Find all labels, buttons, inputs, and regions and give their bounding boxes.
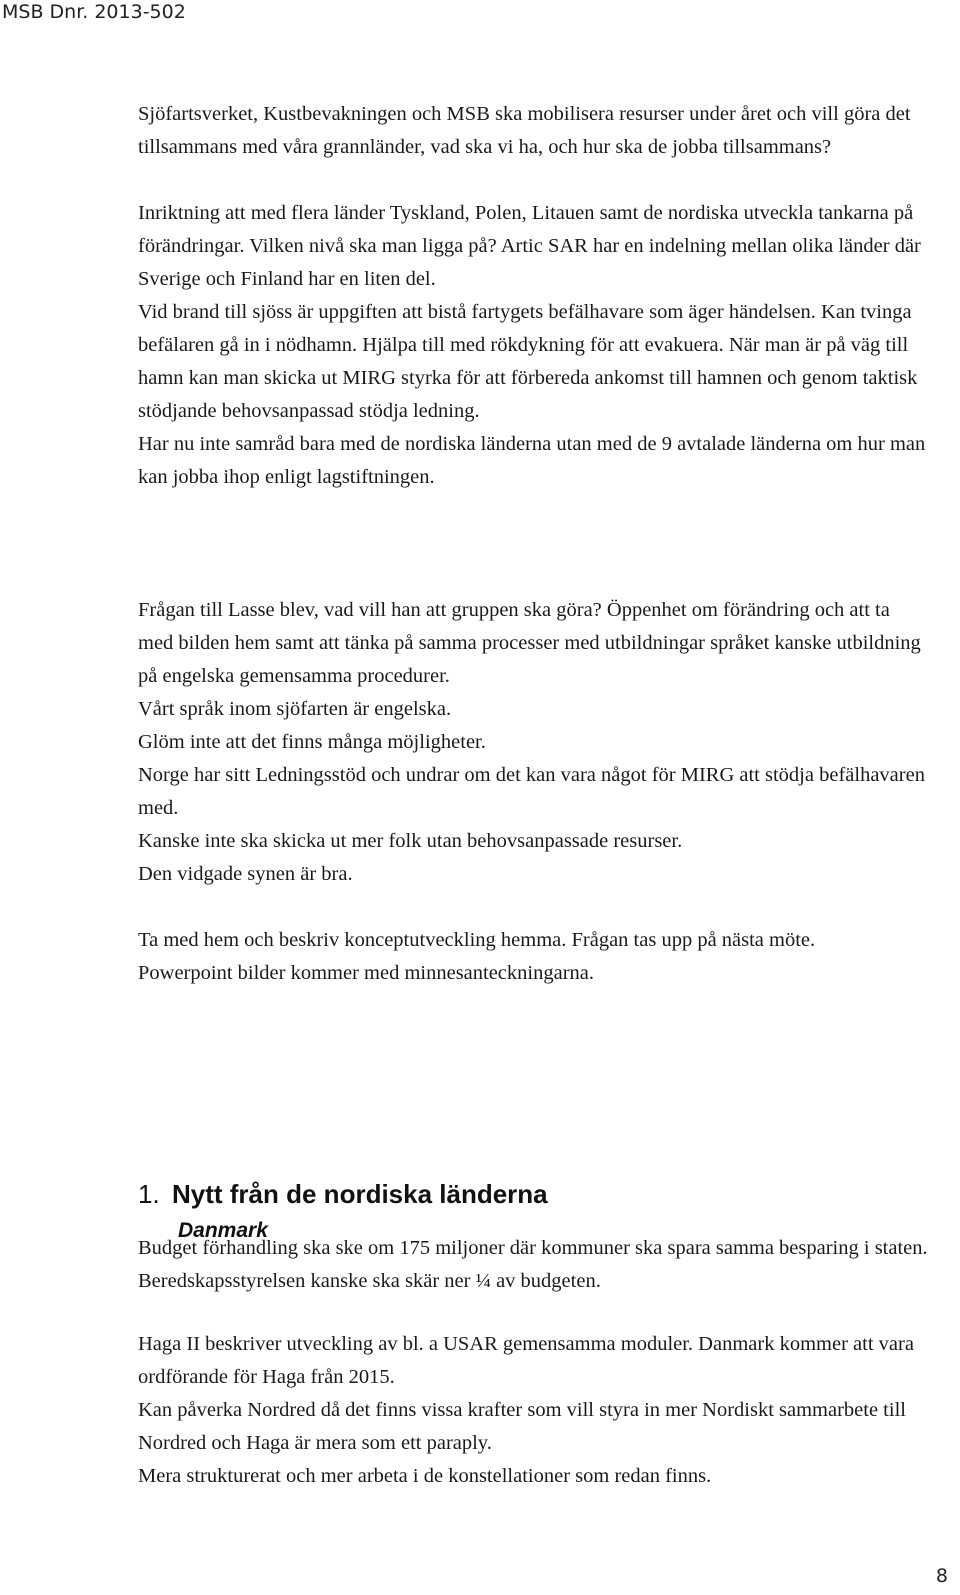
- paragraph: Glöm inte att det finns många möjligheter.: [138, 731, 486, 753]
- text-block-1: [138, 98, 928, 494]
- paragraph: Norge har sitt Ledningsstöd och undrar om det kan vara något för MIRG att stödja befälhavaren med.: [138, 764, 925, 819]
- paragraph: Kan påverka Nordred då det finns vissa krafter som vill styra in mer Nordiskt sammarbete till Nordred och Haga är mera som ett paraply.: [138, 1399, 906, 1454]
- paragraph: Vid brand till sjöss är uppgiften att bistå fartygets befälhavare som äger händelsen. Kan tvinga befälaren gå in i nödhamn. Hjälpa till med rökdykning för att evakuera. När man är på väg till hamn kan man skicka ut MIRG styrka för att förbereda ankomst till hamnen och genom taktisk stödjande behovsanpassad stödja ledning.: [138, 301, 918, 422]
- paragraph: Powerpoint bilder kommer med minnesanteckningarna.: [138, 962, 595, 984]
- paragraph: Mera strukturerat och mer arbeta i de konstellationer som redan finns.: [138, 1465, 712, 1487]
- section-heading: [138, 1178, 548, 1210]
- paragraph: Ta med hem och beskriv konceptutveckling hemma. Frågan tas upp på nästa möte.: [138, 929, 816, 951]
- paragraph: Kanske inte ska skicka ut mer folk utan behovsanpassade resurser.: [138, 830, 683, 852]
- document-reference: MSB Dnr. 2013-502: [2, 1, 186, 23]
- paragraph: Sjöfartsverket, Kustbevakningen och MSB ska mobilisera resurser under året och vill göra det tillsammans med våra grannländer, vad ska vi ha, och hur ska de jobba tillsammans?: [138, 103, 911, 158]
- section-subtitle: Danmark: [178, 1219, 268, 1242]
- paragraph: Haga II beskriver utveckling av bl. a USAR gemensamma moduler. Danmark kommer att vara ordförande för Haga från 2015.: [138, 1333, 914, 1388]
- text-block-3: [138, 924, 928, 990]
- page-number: 8: [935, 1565, 948, 1587]
- paragraph: Budget förhandling ska ske om 175 miljoner där kommuner ska spara samma besparing i staten. Beredskapsstyrelsen kanske ska skär ner ¼ av budgeten.: [138, 1237, 928, 1292]
- section-number: 1.: [138, 1179, 160, 1209]
- text-block-2: [138, 594, 928, 891]
- text-block-5: [138, 1328, 928, 1493]
- paragraph: Den vidgade synen är bra.: [138, 863, 353, 885]
- text-block-4: [138, 1232, 928, 1298]
- paragraph: Inriktning att med flera länder Tyskland, Polen, Litauen samt de nordiska utveckla tankarna på förändringar. Vilken nivå ska man ligga på? Artic SAR har en indelning mellan olika länder där Sverige och Finland har en liten del.: [138, 202, 921, 290]
- paragraph: Har nu inte samråd bara med de nordiska länderna utan med de 9 avtalade länderna om hur man kan jobba ihop enligt lagstiftningen.: [138, 433, 926, 488]
- paragraph: Vårt språk inom sjöfarten är engelska.: [138, 698, 452, 720]
- section-title: Nytt från de nordiska länderna: [172, 1179, 548, 1209]
- paragraph: Frågan till Lasse blev, vad vill han att gruppen ska göra? Öppenhet om förändring och att ta med bilden hem samt att tänka på samma processer med utbildningar språket kanske utbildning på engelska gemensamma procedurer.: [138, 599, 921, 687]
